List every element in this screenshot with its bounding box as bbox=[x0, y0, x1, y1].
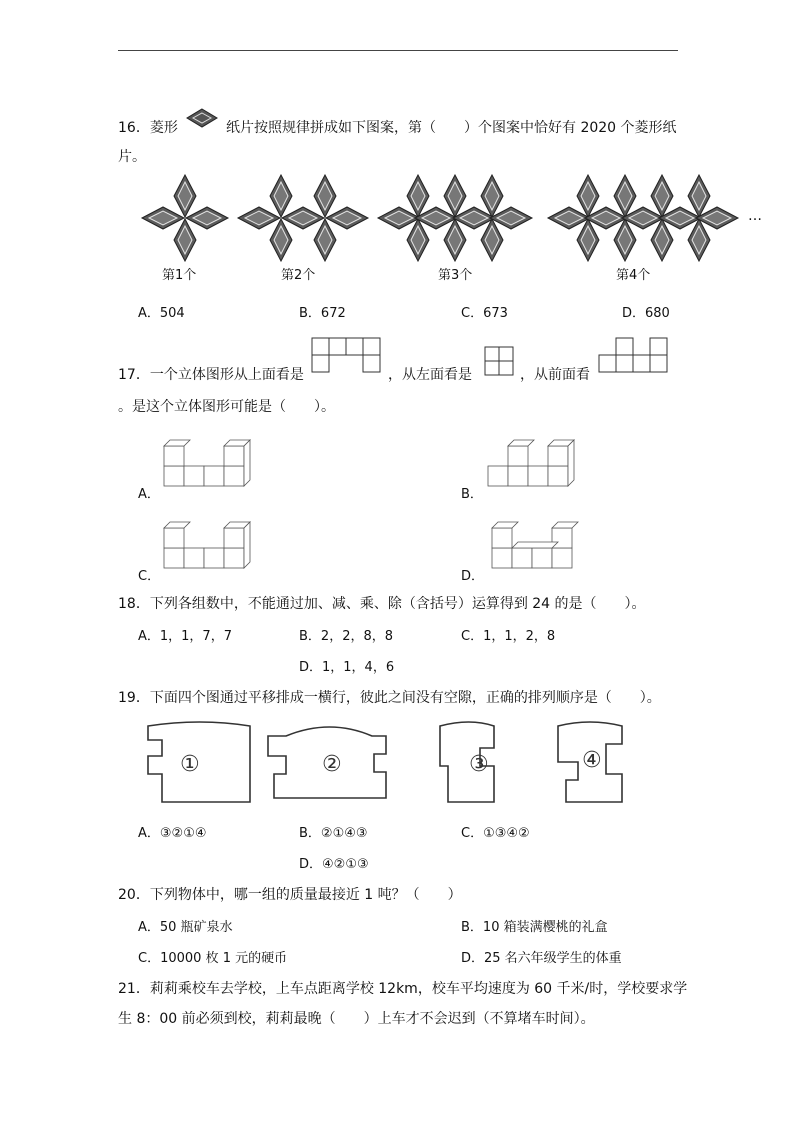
header-rule bbox=[118, 50, 678, 51]
q16-option-d[interactable]: D．680 bbox=[622, 306, 670, 321]
puzzle-label-2: ② bbox=[322, 752, 342, 777]
front-view-figure bbox=[598, 337, 672, 375]
rhombus-pattern-figure bbox=[0, 175, 794, 265]
q20-option-a[interactable]: A．50 瓶矿泉水 bbox=[138, 920, 233, 935]
puzzle-label-1: ① bbox=[180, 752, 200, 777]
cube-figure-c bbox=[160, 514, 260, 574]
puzzle-label-3: ③ bbox=[469, 752, 489, 777]
q18-text: 18．下列各组数中，不能通过加、减、乘、除（含括号）运算得到 24 的是（ ）。 bbox=[118, 596, 646, 612]
q19-text: 19．下面四个图通过平移排成一横行，彼此之间没有空隙，正确的排列顺序是（ ）。 bbox=[118, 690, 661, 706]
pattern-ellipsis: … bbox=[748, 208, 762, 224]
q16-text-b: 纸片按照规律拼成如下图案，第（ ）个图案中恰好有 2020 个菱形纸 bbox=[226, 120, 677, 136]
q19-option-d[interactable]: D．④②①③ bbox=[299, 857, 369, 872]
q17-text-c: ，从前面看 bbox=[520, 367, 590, 383]
pattern-caption-3: 第3个 bbox=[438, 268, 473, 283]
pattern-1 bbox=[142, 175, 228, 261]
q17-text-b: ，从左面看是 bbox=[388, 367, 472, 383]
q20-text: 20．下列物体中，哪一组的质量最接近 1 吨？（ ） bbox=[118, 887, 462, 903]
q18-option-a[interactable]: A．1，1，7，7 bbox=[138, 629, 232, 644]
cube-figure-b bbox=[484, 432, 584, 492]
q18-option-b[interactable]: B．2，2，8，8 bbox=[299, 629, 394, 644]
q19-option-c[interactable]: C．①③④② bbox=[461, 826, 530, 841]
puzzle-label-4: ④ bbox=[582, 748, 602, 773]
q21-text-a: 21．莉莉乘校车去学校，上车点距离学校 12km，校车平均速度为 60 千米/时，学校要求学 bbox=[118, 981, 688, 997]
q18-option-c[interactable]: C．1，1，2，8 bbox=[461, 629, 556, 644]
rhombus-icon bbox=[186, 108, 218, 128]
q16-option-a[interactable]: A．504 bbox=[138, 306, 185, 321]
pattern-4 bbox=[548, 175, 738, 261]
top-view-figure bbox=[311, 337, 383, 375]
q16-text-c: 片。 bbox=[118, 149, 146, 165]
q16-option-c[interactable]: C．673 bbox=[461, 306, 508, 321]
cube-figure-a bbox=[160, 432, 260, 492]
q17-option-a[interactable]: A． bbox=[138, 487, 160, 502]
q17-text-d: 。是这个立体图形可能是（ ）。 bbox=[118, 399, 335, 415]
q17-option-b[interactable]: B． bbox=[461, 487, 483, 502]
q20-option-d[interactable]: D．25 名六年级学生的体重 bbox=[461, 951, 622, 966]
q17-text-a: 17．一个立体图形从上面看是 bbox=[118, 367, 304, 383]
q19-option-a[interactable]: A．③②①④ bbox=[138, 826, 207, 841]
q18-option-d[interactable]: D．1，1，4，6 bbox=[299, 660, 395, 675]
q17-option-d[interactable]: D． bbox=[461, 569, 485, 584]
pattern-3 bbox=[378, 175, 532, 261]
q16-option-b[interactable]: B．672 bbox=[299, 306, 346, 321]
q20-option-c[interactable]: C．10000 枚 1 元的硬币 bbox=[138, 951, 288, 966]
cube-figure-d bbox=[488, 514, 588, 574]
q19-option-b[interactable]: B．②①④③ bbox=[299, 826, 368, 841]
q20-option-b[interactable]: B．10 箱装满樱桃的礼盒 bbox=[461, 920, 608, 935]
pattern-2 bbox=[238, 175, 368, 261]
q16-text-a: 16．菱形 bbox=[118, 120, 178, 136]
pattern-caption-4: 第4个 bbox=[616, 268, 651, 283]
left-view-figure bbox=[484, 346, 516, 378]
pattern-caption-2: 第2个 bbox=[281, 268, 316, 283]
pattern-caption-1: 第1个 bbox=[162, 268, 197, 283]
q17-option-c[interactable]: C． bbox=[138, 569, 161, 584]
q21-text-b: 生 8：00 前必须到校，莉莉最晚（ ）上车才不会迟到（不算堵车时间）。 bbox=[118, 1011, 595, 1027]
